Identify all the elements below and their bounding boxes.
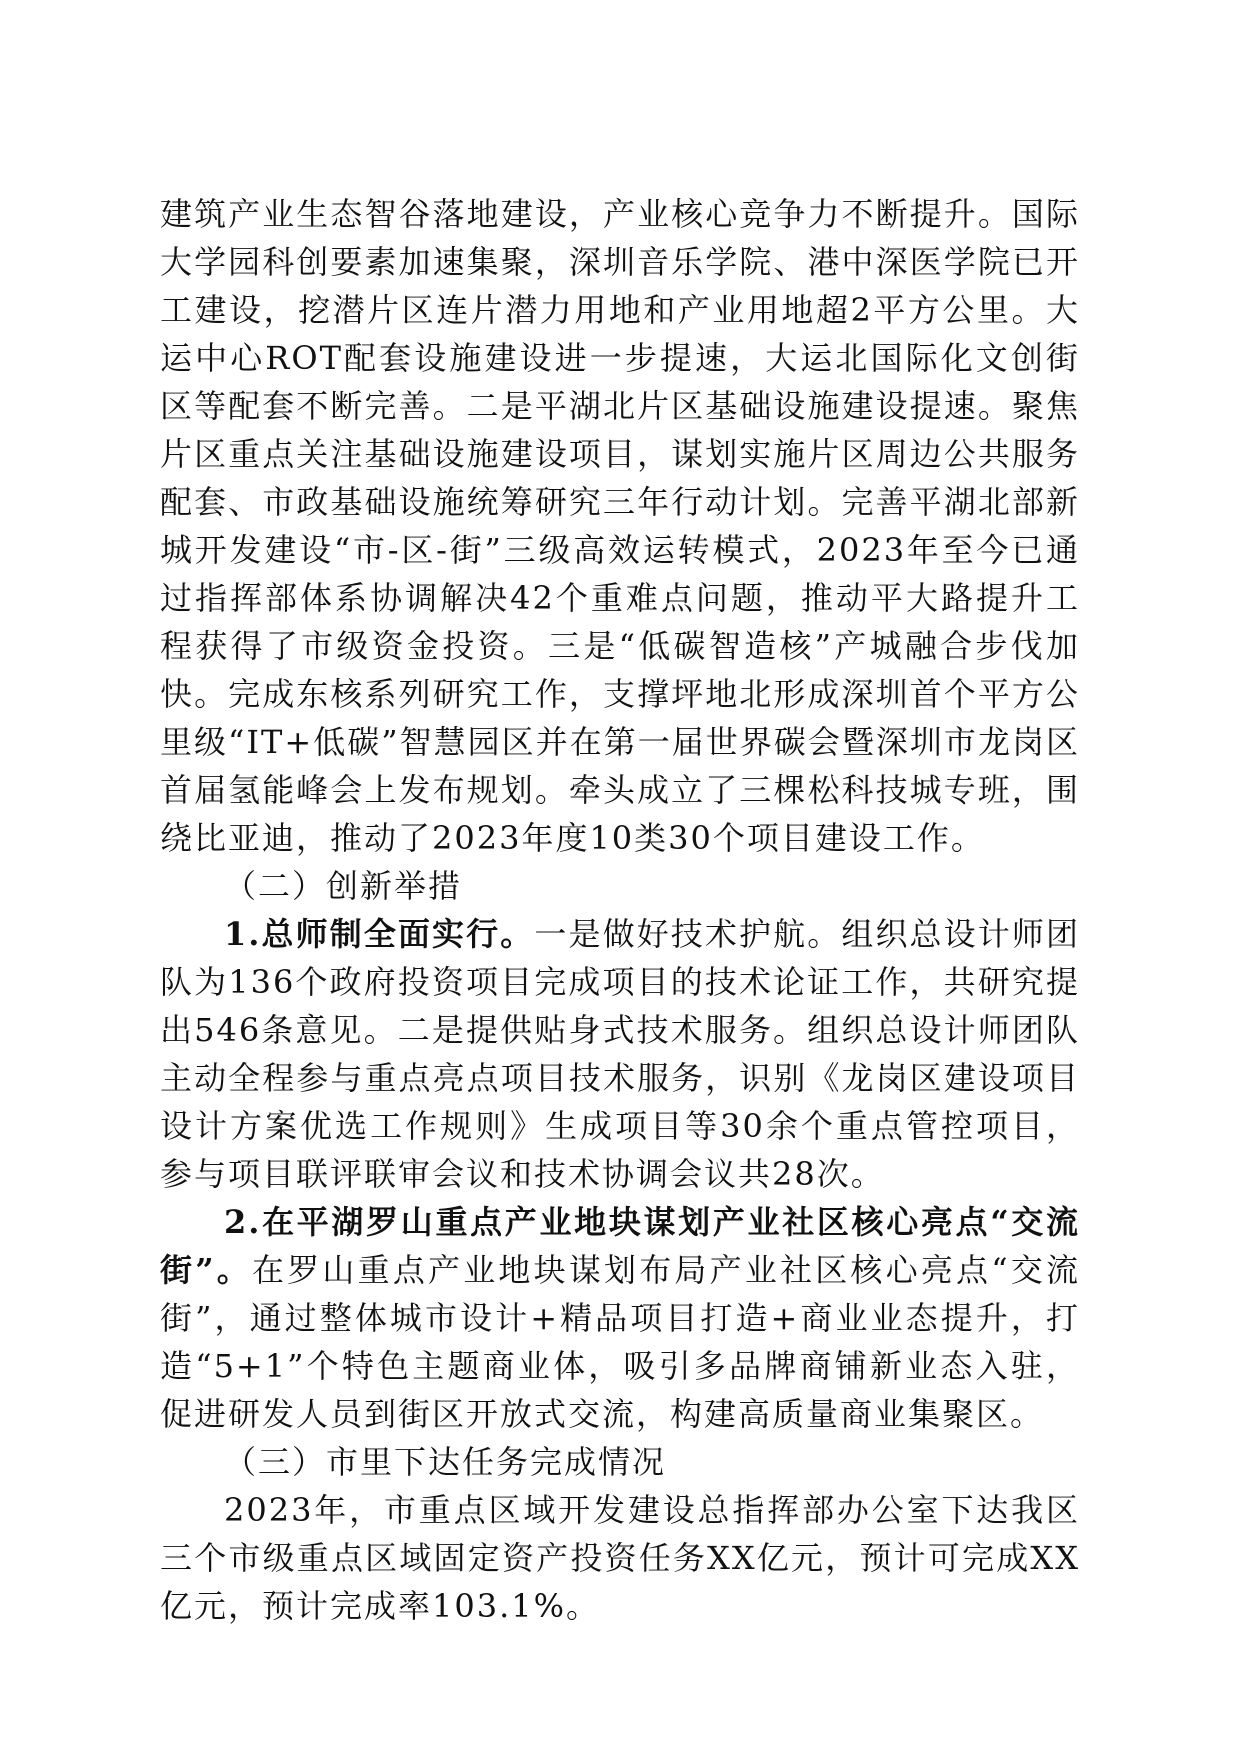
document-body	[160, 190, 1080, 1630]
item-body-chief-designer: 一是做好技术护航。组织总设计师团队为136个政府投资项目完成项目的技术论证工作，共研究提出546条意见。二是提供贴身式技术服务。组织总设计师团队主动全程参与重点亮点项目技术服务，识别《龙岗区建设项目设计方案优选工作规则》生成项目等30余个重点管控项目，参与项目联评联审会议和技术协调会议共28次。	[160, 915, 1080, 1193]
paragraph-chief-designer	[160, 910, 1080, 1198]
section-heading-innovation: （二）创新举措	[224, 867, 463, 905]
paragraph-infrastructure: 建筑产业生态智谷落地建设，产业核心竞争力不断提升。国际大学园科创要素加速集聚，深圳音乐学院、港中深医学院已开工建设，挖潜片区连片潜力用地和产业用地超2平方公里。大运中心ROT配套设施建设进一步提速，大运北国际化文创街区等配套不断完善。二是平湖北片区基础设施建设提速。聚焦片区重点关注基础设施建设项目，谋划实施片区周边公共服务配套、市政基础设施统筹研究三年行动计划。完善平湖北部新城开发建设“市-区-街”三级高效运转模式，2023年至今已通过指挥部体系协调解决42个重难点问题，推动平大路提升工程获得了市级资金投资。三是“低碳智造核”产城融合步伐加快。完成东核系列研究工作，支撑坪地北形成深圳首个平方公里级“IT+低碳”智慧园区并在第一届世界碳会暨深圳市龙岗区首届氢能峰会上发布规划。牵头成立了三棵松科技城专班，围绕比亚迪，推动了2023年度10类30个项目建设工作。	[160, 195, 1080, 857]
item-body-exchange-street: 在罗山重点产业地块谋划布局产业社区核心亮点“交流街”，通过整体城市设计+精品项目打造+商业业态提升，打造“5+1”个特色主题商业体，吸引多品牌商铺新业态入驻，促进研发人员到街区开放式交流，构建高质量商业集聚区。	[160, 1251, 1080, 1433]
item-title-chief-designer: 1.总师制全面实行。	[224, 915, 535, 953]
item-title-exchange-street: 2.在平湖罗山重点产业地块谋划产业社区核心亮点“交流街”。	[160, 1203, 1080, 1289]
section-heading-city-tasks: （三）市里下达任务完成情况	[224, 1443, 667, 1481]
paragraph-investment-completion: 2023年，市重点区域开发建设总指挥部办公室下达我区三个市级重点区域固定资产投资任务XX亿元，预计可完成XX亿元，预计完成率103.1%。	[160, 1491, 1080, 1625]
paragraph-exchange-street	[160, 1198, 1080, 1438]
